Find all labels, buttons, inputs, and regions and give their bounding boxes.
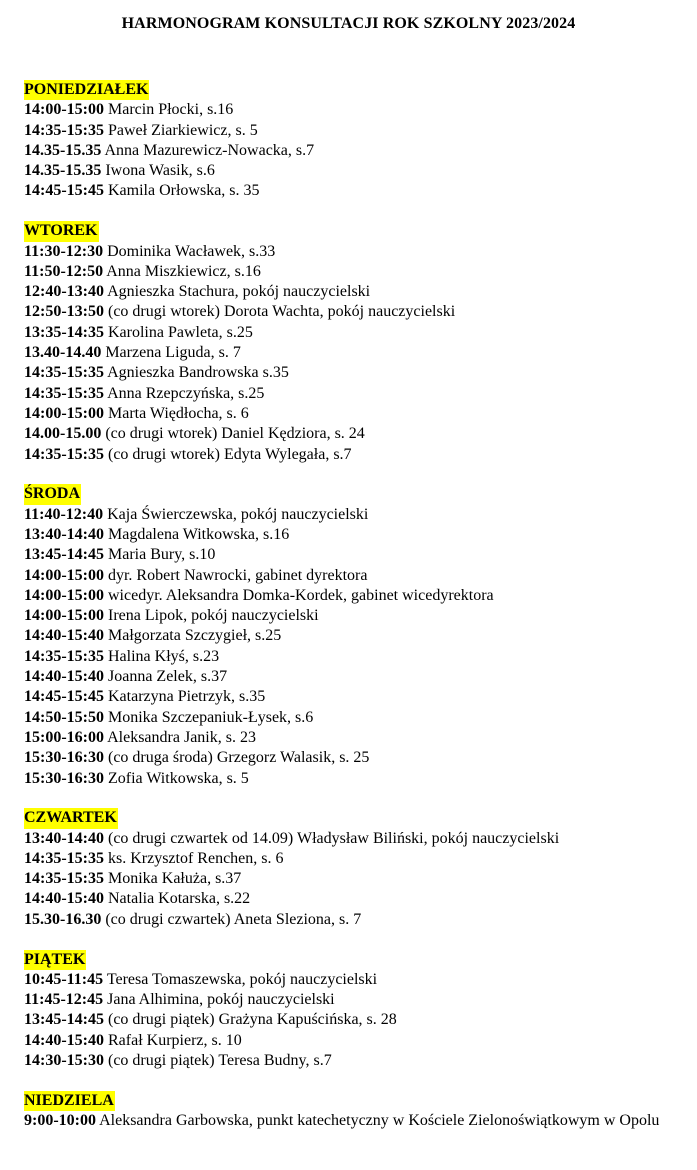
schedule-entry xyxy=(24,1010,689,1030)
day-section xyxy=(24,484,689,788)
schedule-entry xyxy=(24,970,689,990)
day-header: NIEDZIELA xyxy=(24,1091,115,1111)
entry-description: ks. Krzysztof Renchen, s. 6 xyxy=(103,849,284,867)
entry-time: 14:40-15:40 xyxy=(24,1031,104,1049)
entry-description: (co drugi czwartek od 14.09) Władysław Biliński, pokój nauczycielski xyxy=(103,829,560,847)
day-section xyxy=(24,808,689,930)
entry-time: 15:30-16:30 xyxy=(24,749,104,767)
day-header: PONIEDZIAŁEK xyxy=(24,80,149,100)
entry-time: 14:40-15:40 xyxy=(24,890,104,908)
entry-description: Kaja Świerczewska, pokój nauczycielski xyxy=(103,505,369,523)
entry-description: (co drugi czwartek) Aneta Sleziona, s. 7 xyxy=(101,910,362,928)
entry-time: 14:35-15:35 xyxy=(24,647,104,665)
entry-description: Teresa Tomaszewska, pokój nauczycielski xyxy=(103,970,378,988)
entry-description: Zofia Witkowska, s. 5 xyxy=(103,769,249,787)
day-section xyxy=(24,1091,689,1132)
schedule-entry xyxy=(24,282,689,302)
entry-description: Karolina Pawleta, s.25 xyxy=(103,323,253,341)
entry-time: 14:35-15:35 xyxy=(24,445,104,463)
schedule-entry xyxy=(24,910,689,930)
entry-description: Agnieszka Stachura, pokój nauczycielski xyxy=(103,283,371,301)
day-header: PIĄTEK xyxy=(24,950,86,970)
schedule-entry xyxy=(24,505,689,525)
schedule-entry xyxy=(24,1111,689,1131)
entry-description: (co drugi piątek) Grażyna Kapuścińska, s. 28 xyxy=(103,1011,397,1029)
schedule-entry xyxy=(24,302,689,322)
entry-time: 14:45-15:45 xyxy=(24,182,104,200)
entry-time: 14:35-15:35 xyxy=(24,849,104,867)
entry-description: Iwona Wasik, s.6 xyxy=(101,162,215,180)
schedule-days xyxy=(24,80,689,1151)
entry-time: 15:30-16:30 xyxy=(24,769,104,787)
entry-time: 14:30-15:30 xyxy=(24,1052,104,1070)
entry-time: 11:45-12:45 xyxy=(24,991,104,1009)
entry-description: Natalia Kotarska, s.22 xyxy=(103,890,251,908)
schedule-entry xyxy=(24,141,689,161)
entry-time: 14:00-15:00 xyxy=(24,586,104,604)
schedule-entry xyxy=(24,667,689,687)
entry-description: (co drugi wtorek) Edyta Wylegała, s.7 xyxy=(103,445,352,463)
entry-description: dyr. Robert Nawrocki, gabinet dyrektora xyxy=(103,566,368,584)
entry-time: 14.35-15.35 xyxy=(24,162,102,180)
schedule-entry xyxy=(24,525,689,545)
schedule-entry xyxy=(24,829,689,849)
entry-time: 14:35-15:35 xyxy=(24,364,104,382)
entry-time: 13.40-14.40 xyxy=(24,344,102,362)
schedule-entry xyxy=(24,869,689,889)
schedule-entry xyxy=(24,424,689,444)
entry-description: Paweł Ziarkiewicz, s. 5 xyxy=(103,121,258,139)
schedule-entry xyxy=(24,343,689,363)
entry-description: Katarzyna Pietrzyk, s.35 xyxy=(103,688,266,706)
schedule-entry xyxy=(24,1051,689,1071)
entry-time: 12:40-13:40 xyxy=(24,283,104,301)
entry-time: 11:30-12:30 xyxy=(24,242,104,260)
entry-description: (co drugi wtorek) Dorota Wachta, pokój nauczycielski xyxy=(103,303,456,321)
entry-description: (co drugi piątek) Teresa Budny, s.7 xyxy=(103,1052,332,1070)
schedule-entry xyxy=(24,626,689,646)
entry-time: 10:45-11:45 xyxy=(24,970,104,988)
entry-description: Aleksandra Janik, s. 23 xyxy=(103,728,256,746)
schedule-entry xyxy=(24,262,689,282)
entry-time: 14:35-15:35 xyxy=(24,384,104,402)
schedule-entry xyxy=(24,384,689,404)
entry-time: 13:45-14:45 xyxy=(24,546,104,564)
schedule-entry xyxy=(24,586,689,606)
entry-description: Irena Lipok, pokój nauczycielski xyxy=(103,607,319,625)
day-header: CZWARTEK xyxy=(24,808,118,828)
entry-description: Marcin Płocki, s.16 xyxy=(103,101,234,119)
entry-time: 14:50-15:50 xyxy=(24,708,104,726)
schedule-entry xyxy=(24,363,689,383)
entry-description: Magdalena Witkowska, s.16 xyxy=(103,525,290,543)
schedule-entry xyxy=(24,181,689,201)
entry-description: Dominika Wacławek, s.33 xyxy=(103,242,276,260)
entry-time: 13:40-14:40 xyxy=(24,829,104,847)
schedule-entry xyxy=(24,990,689,1010)
schedule-entry xyxy=(24,323,689,343)
entry-description: Halina Kłyś, s.23 xyxy=(103,647,220,665)
entry-description: (co druga środa) Grzegorz Walasik, s. 25 xyxy=(103,749,370,767)
entry-time: 14:00-15:00 xyxy=(24,101,104,119)
entry-description: (co drugi wtorek) Daniel Kędziora, s. 24 xyxy=(101,425,365,443)
day-section xyxy=(24,221,689,465)
entry-description: wicedyr. Aleksandra Domka-Kordek, gabinet wicedyrektora xyxy=(103,586,494,604)
schedule-entry xyxy=(24,849,689,869)
entry-time: 14:35-15:35 xyxy=(24,870,104,888)
entry-time: 13:45-14:45 xyxy=(24,1011,104,1029)
schedule-entry xyxy=(24,121,689,141)
entry-time: 14:40-15:40 xyxy=(24,668,104,686)
schedule-entry xyxy=(24,687,689,707)
page-title: HARMONOGRAM KONSULTACJI ROK SZKOLNY 2023/2024 xyxy=(121,15,576,32)
entry-description: Jana Alhimina, pokój nauczycielski xyxy=(103,991,335,1009)
entry-time: 14:45-15:45 xyxy=(24,688,104,706)
entry-description: Anna Rzepczyńska, s.25 xyxy=(103,384,265,402)
entry-description: Marzena Liguda, s. 7 xyxy=(101,344,241,362)
day-header: ŚRODA xyxy=(24,484,81,504)
entry-description: Małgorzata Szczygieł, s.25 xyxy=(103,627,282,645)
entry-description: Anna Miszkiewicz, s.16 xyxy=(103,262,261,280)
entry-time: 14.00-15.00 xyxy=(24,425,102,443)
entry-description: Rafał Kurpierz, s. 10 xyxy=(103,1031,242,1049)
entry-time: 14:35-15:35 xyxy=(24,121,104,139)
entry-description: Aleksandra Garbowska, punkt katechetyczny w Kościele Zielonoświątkowym w Opolu xyxy=(95,1112,660,1130)
entry-time: 14:00-15:00 xyxy=(24,607,104,625)
entry-time: 15:00-16:00 xyxy=(24,728,104,746)
schedule-entry xyxy=(24,606,689,626)
schedule-entry xyxy=(24,100,689,120)
entry-time: 13:35-14:35 xyxy=(24,323,104,341)
entry-description: Anna Mazurewicz-Nowacka, s.7 xyxy=(101,141,315,159)
schedule-entry xyxy=(24,242,689,262)
schedule-entry xyxy=(24,566,689,586)
entry-time: 11:50-12:50 xyxy=(24,262,104,280)
schedule-entry xyxy=(24,545,689,565)
schedule-entry xyxy=(24,748,689,768)
entry-time: 14:00-15:00 xyxy=(24,404,104,422)
schedule-entry xyxy=(24,708,689,728)
entry-description: Monika Kałuża, s.37 xyxy=(103,870,242,888)
entry-description: Joanna Zelek, s.37 xyxy=(103,668,228,686)
day-section xyxy=(24,950,689,1072)
entry-time: 9:00-10:00 xyxy=(24,1112,96,1130)
schedule-entry xyxy=(24,889,689,909)
entry-time: 14:40-15:40 xyxy=(24,627,104,645)
day-header: WTOREK xyxy=(24,221,99,241)
entry-time: 14.35-15.35 xyxy=(24,141,102,159)
entry-description: Kamila Orłowska, s. 35 xyxy=(103,182,260,200)
schedule-entry xyxy=(24,728,689,748)
schedule-entry xyxy=(24,647,689,667)
entry-time: 15.30-16.30 xyxy=(24,910,102,928)
entry-description: Marta Więdłocha, s. 6 xyxy=(103,404,249,422)
entry-description: Monika Szczepaniuk-Łysek, s.6 xyxy=(103,708,314,726)
entry-time: 12:50-13:50 xyxy=(24,303,104,321)
schedule-entry xyxy=(24,445,689,465)
schedule-entry xyxy=(24,404,689,424)
schedule-entry xyxy=(24,769,689,789)
entry-time: 11:40-12:40 xyxy=(24,505,104,523)
entry-description: Agnieszka Bandrowska s.35 xyxy=(103,364,289,382)
day-section xyxy=(24,80,689,202)
entry-time: 14:00-15:00 xyxy=(24,566,104,584)
entry-time: 13:40-14:40 xyxy=(24,525,104,543)
schedule-entry xyxy=(24,1031,689,1051)
entry-description: Maria Bury, s.10 xyxy=(103,546,216,564)
schedule-entry xyxy=(24,161,689,181)
